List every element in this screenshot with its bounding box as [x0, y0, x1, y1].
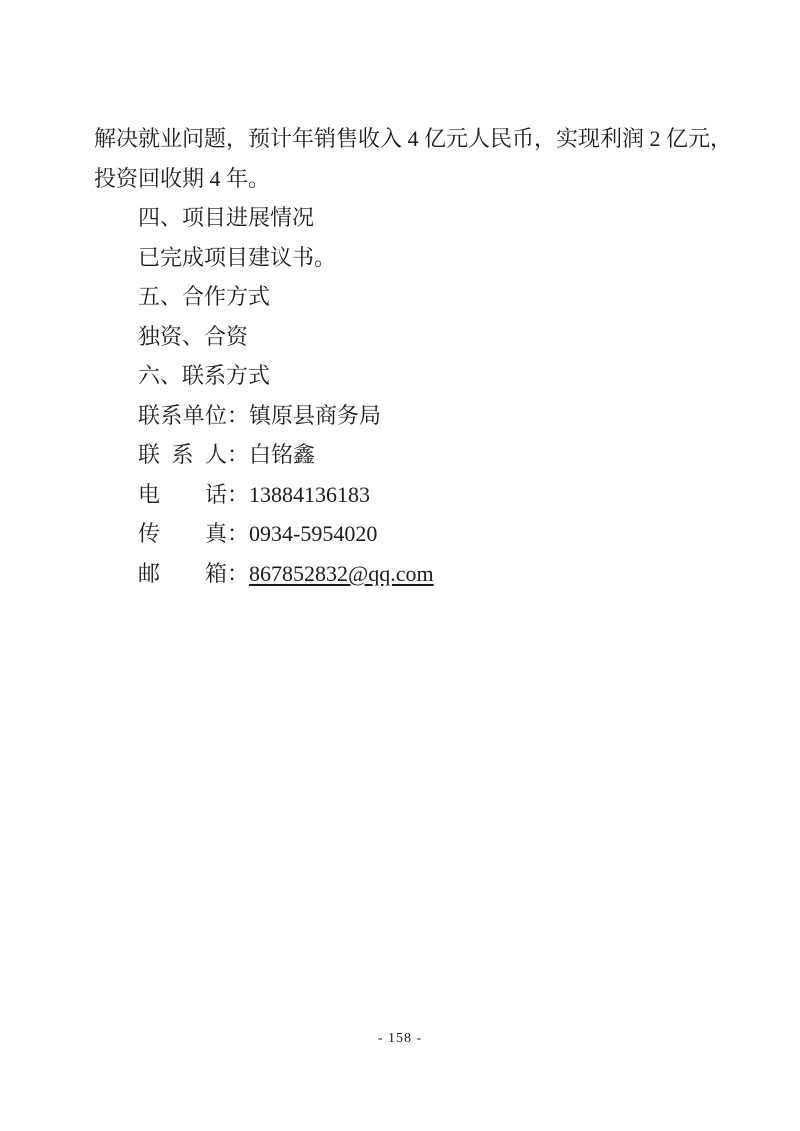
section-4-content: 已完成项目建议书。	[138, 244, 337, 270]
section-5-content: 独资、合资	[138, 323, 249, 349]
contact-email-label: 邮箱	[138, 560, 227, 586]
contact-unit-label: 联系单位	[138, 402, 227, 428]
contact-fax-row	[94, 514, 718, 554]
section-6-heading: 六、联系方式	[138, 363, 271, 388]
contact-email-link[interactable]: 867852832@qq.com	[249, 560, 434, 586]
contact-phone-colon: ：	[227, 481, 250, 507]
contact-fax-colon: ：	[227, 521, 250, 546]
contact-person-row	[94, 435, 718, 475]
contact-unit-row	[94, 396, 718, 436]
contact-email-colon: ：	[227, 560, 250, 586]
contact-person-label: 联系人	[138, 442, 227, 467]
paragraph-continuation-line-2: 投资回收期 4 年。	[94, 165, 271, 191]
contact-unit-colon: ：	[227, 402, 250, 428]
contact-unit-value: 镇原县商务局	[249, 402, 382, 428]
contact-fax-label: 传真	[138, 521, 227, 546]
contact-person-colon: ：	[227, 442, 250, 467]
contact-phone-value: 13884136183	[249, 481, 371, 507]
section-4-heading: 四、项目进展情况	[138, 205, 315, 230]
contact-fax-value: 0934-5954020	[249, 521, 378, 546]
page-number: - 158 -	[377, 1031, 423, 1046]
section-5-heading: 五、合作方式	[138, 284, 271, 309]
contact-phone-row	[94, 475, 718, 515]
paragraph-continuation-line-1: 解决就业问题，预计年销售收入 4 亿元人民币，实现利润 2 亿元，	[94, 126, 733, 151]
contact-email-row	[94, 554, 718, 594]
contact-person-value: 白铭鑫	[249, 442, 316, 467]
contact-phone-label: 电话	[138, 481, 227, 507]
document-body	[94, 119, 733, 593]
